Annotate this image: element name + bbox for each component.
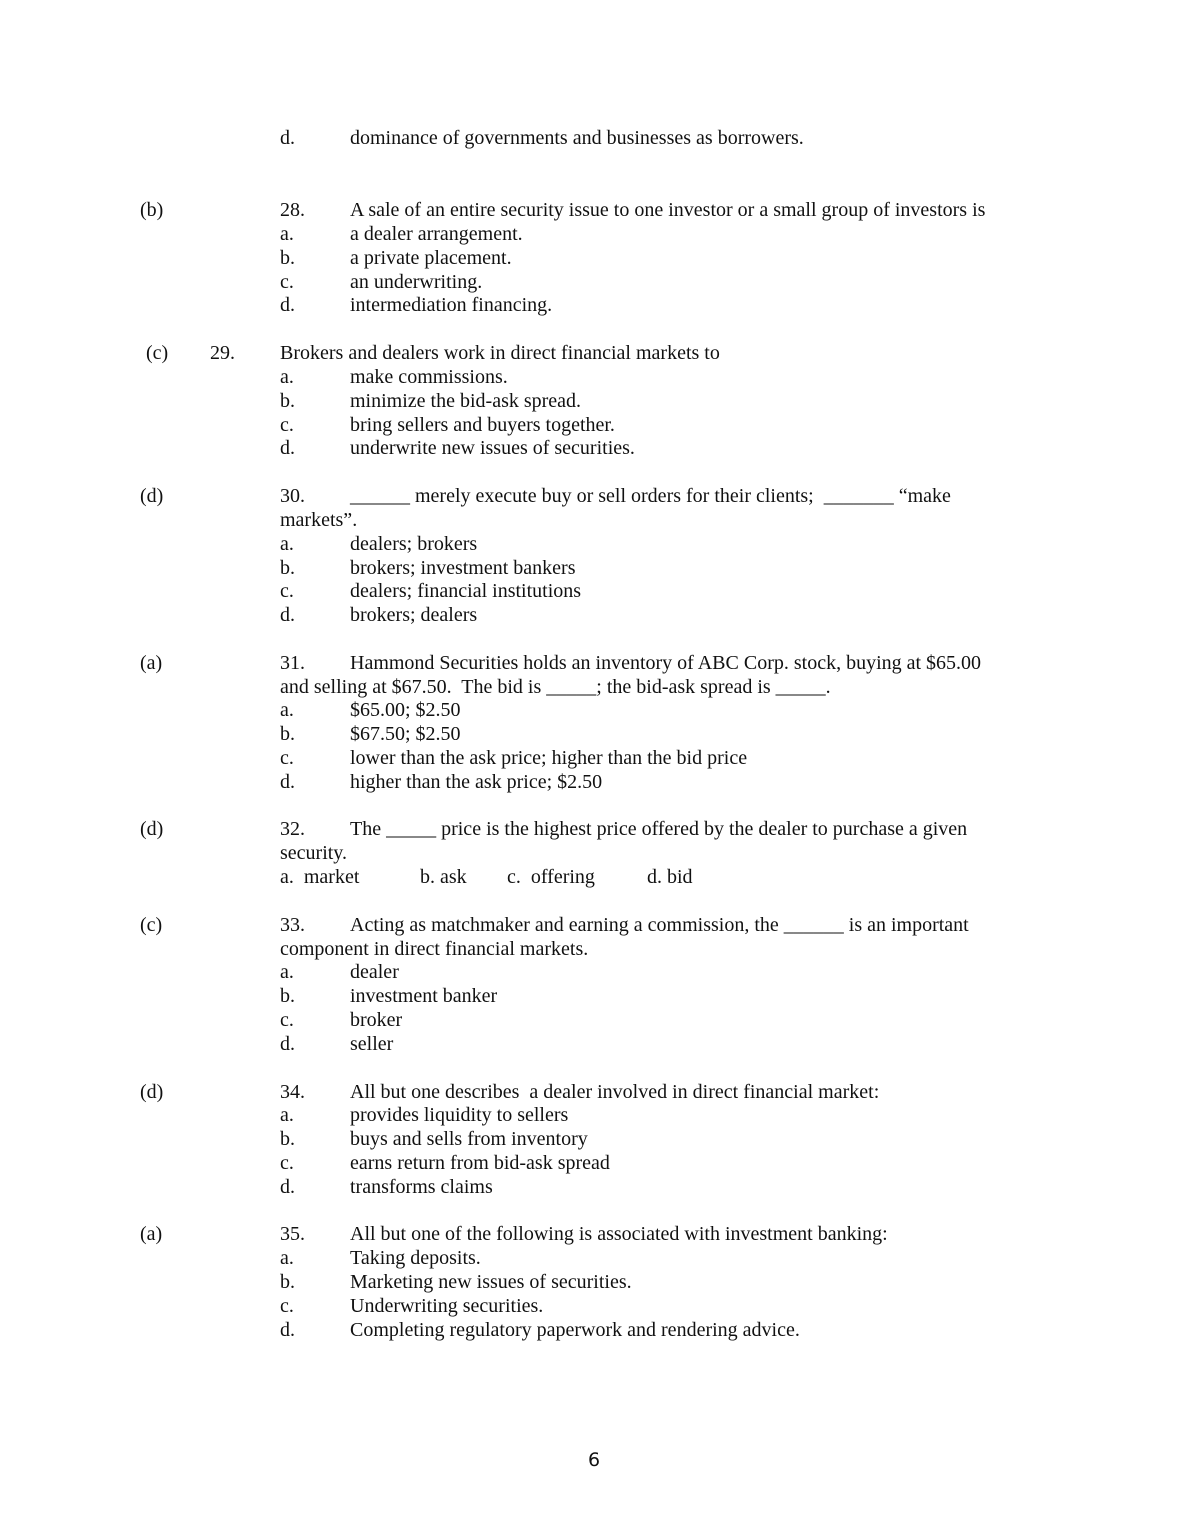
option-text: dealers; financial institutions [350,580,582,602]
option-letter: d. [280,771,295,793]
option-text: an underwriting. [350,271,483,293]
option-text: make commissions. [350,366,508,388]
question-stem-continued: security. [280,842,348,864]
question-stem-continued: component in direct financial markets. [280,938,589,960]
option-letter: d. [280,1033,295,1055]
option-letter: d. [280,604,295,626]
option-letter: d. [280,1319,295,1341]
carryover-text: dominance of governments and businesses as borrowers. [350,127,804,149]
question-stem: Acting as matchmaker and earning a commission, the ______ is an important [350,914,969,936]
option-letter: a. [280,961,294,983]
option-letter: a. [280,1247,294,1269]
option-letter: c. [280,1295,294,1317]
option-text: brokers; dealers [350,604,478,626]
option-text: lower than the ask price; higher than the bid price [350,747,748,769]
option-letter: b. [280,723,295,745]
question-number: 28. [280,199,305,221]
option-text: underwrite new issues of securities. [350,437,635,459]
page-number: 6 [588,1449,601,1471]
option-letter: d. [280,1176,295,1198]
question-stem: All but one describes a dealer involved in direct financial market: [350,1081,880,1103]
option-text: provides liquidity to sellers [350,1104,569,1126]
inline-option: d. bid [647,866,693,888]
option-text: seller [350,1033,394,1055]
answer-key: (a) [140,1223,163,1245]
option-text: a private placement. [350,247,512,269]
option-text: $65.00; $2.50 [350,699,461,721]
answer-key: (d) [140,1081,164,1103]
option-letter: a. [280,223,294,245]
option-text: minimize the bid-ask spread. [350,390,582,412]
option-text: investment banker [350,985,498,1007]
option-text: buys and sells from inventory [350,1128,588,1150]
option-text: earns return from bid-ask spread [350,1152,610,1174]
inline-option: a. market [280,866,360,888]
option-text: transforms claims [350,1176,493,1198]
answer-key: (d) [140,818,164,840]
answer-key: (c) [140,914,163,936]
option-letter: a. [280,533,294,555]
option-letter: b. [280,390,295,412]
question-stem: A sale of an entire security issue to one investor or a small group of investors is [350,199,986,221]
option-letter: c. [280,271,294,293]
option-text: Marketing new issues of securities. [350,1271,632,1293]
answer-key: (c) [146,342,169,364]
question-stem-continued: and selling at $67.50. The bid is _____; the bid-ask spread is _____. [280,676,831,698]
question-stem: The _____ price is the highest price offered by the dealer to purchase a given [350,818,968,840]
question-number: 35. [280,1223,305,1245]
option-text: $67.50; $2.50 [350,723,461,745]
question-stem: Brokers and dealers work in direct financial markets to [280,342,720,364]
option-text: brokers; investment bankers [350,557,576,579]
option-letter: c. [280,747,294,769]
question-number: 34. [280,1081,305,1103]
question-number: 29. [210,342,235,364]
question-number: 32. [280,818,305,840]
option-letter: b. [280,1128,295,1150]
option-letter: d. [280,294,295,316]
option-letter: c. [280,1152,294,1174]
option-letter: a. [280,699,294,721]
option-text: dealers; brokers [350,533,478,555]
option-letter: b. [280,247,295,269]
inline-option: b. ask [420,866,467,888]
option-letter: c. [280,580,294,602]
carryover-letter: d. [280,127,295,149]
option-letter: d. [280,437,295,459]
option-text: Taking deposits. [350,1247,481,1269]
question-stem: All but one of the following is associated with investment banking: [350,1223,888,1245]
option-letter: c. [280,414,294,436]
inline-option: c. offering [507,866,595,888]
option-letter: a. [280,366,294,388]
question-stem: Hammond Securities holds an inventory of ABC Corp. stock, buying at $65.00 [350,652,982,674]
option-text: higher than the ask price; $2.50 [350,771,603,793]
answer-key: (d) [140,485,164,507]
answer-key: (a) [140,652,163,674]
question-stem-continued: markets”. [280,509,358,531]
option-letter: b. [280,985,295,1007]
question-number: 33. [280,914,305,936]
option-letter: b. [280,557,295,579]
option-text: Completing regulatory paperwork and rendering advice. [350,1319,800,1341]
option-text: broker [350,1009,403,1031]
option-letter: b. [280,1271,295,1293]
option-text: intermediation financing. [350,294,553,316]
option-text: dealer [350,961,399,983]
answer-key: (b) [140,199,164,221]
question-number: 31. [280,652,305,674]
option-text: a dealer arrangement. [350,223,523,245]
option-letter: c. [280,1009,294,1031]
option-text: Underwriting securities. [350,1295,544,1317]
option-letter: a. [280,1104,294,1126]
question-number: 30. [280,485,305,507]
question-stem: ______ merely execute buy or sell orders for their clients; _______ “make [350,485,951,507]
option-text: bring sellers and buyers together. [350,414,615,436]
